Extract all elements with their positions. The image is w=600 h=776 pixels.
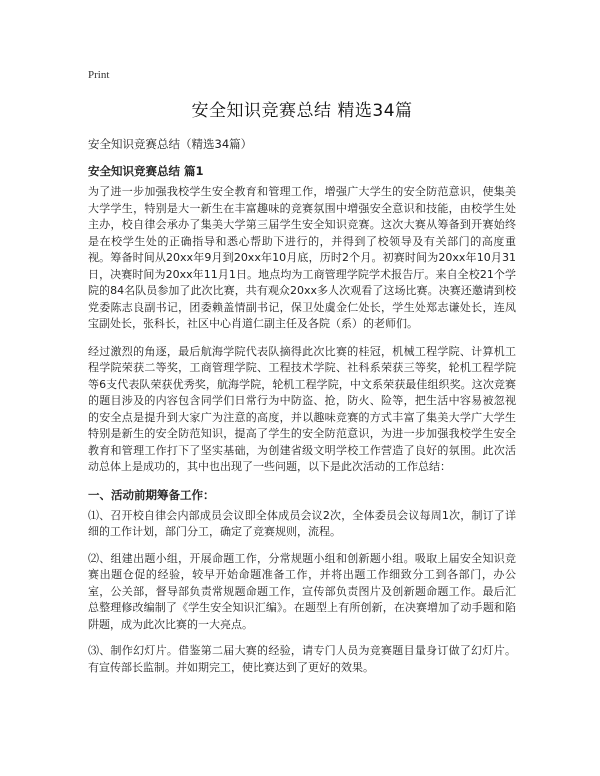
list-item-1: ⑴、召开校自律会内部成员会议即全体成员会议2次，全体委员会议每周1次，制订了详细的工作计划，部门分工，确定了竞赛规则，流程。 [88, 508, 516, 538]
paragraph-intro: 为了进一步加强我校学生安全教育和管理工作，增强广大学生的安全防范意识，使集美大学学生，特别是大一新生在丰富趣味的竞赛氛围中增强安全意识和技能，由校学生处主办，校自律会承办了集美大学第三届学生安全知识竞赛。这次大赛从筹备到开赛始终是在校学生处的正确指导和悉心帮助下进行的，并得到了校领导及有关部门的高度重视。筹备时间从20xx年9月到20xx年10月底，历时2个月。初赛时间为20xx年10月31日，决赛时间为20xx年11月1日。地点均为工商管理学院学术报告厅。来自全校21个学院的84名队员参加了此次比赛，共有观众20xx多人次观看了这场比赛。决赛还邀请到校党委陈志良副书记，团委赖盖情副书记，保卫处虞金仁处长，学生处郑志谦处长，连凤宝副处长，张科长，社区中心肖道仁副主任及各院（系）的老师们。 [88, 185, 516, 330]
list-item-2: ⑵、组建出题小组，开展命题工作，分常规题小组和创新题小组。吸取上届安全知识竞赛出题仓促的经验，较早开始命题准备工作，并将出题工作细致分工到各部门，办公室，公关部，督导部负责常规题命题工作，宣传部负责图片及创新题命题工作。最后汇总整理修改编制了《学生安全知识汇编》。在题型上有所创新，在决赛增加了动手题和陷阱题，成为此次比赛的一大亮点。 [88, 551, 516, 631]
document-page [88, 68, 516, 686]
list-item-3: ⑶、制作幻灯片。借鉴第二届大赛的经验，请专门人员为竞赛题目量身订做了幻灯片。有宣传部长监制。并如期完工，使比赛达到了更好的效果。 [88, 644, 516, 674]
document-subtitle: 安全知识竞赛总结（精选34篇） [88, 137, 253, 151]
document-title: 安全知识竞赛总结 精选34篇 [191, 101, 413, 121]
paragraph-results: 经过激烈的角逐，最后航海学院代表队摘得此次比赛的桂冠，机械工程学院、计算机工程学院荣获二等奖，工商管理学院、工程技术学院、社科系荣获三等奖，轮机工程学院等6支代表队荣获优秀奖，航海学院，轮机工程学院，中文系荣获最佳组织奖。这次竞赛的题目涉及的内容包含同学们日常行为中防盗、抢，防火、险等，把生活中容易被忽视的安全点是提升到大家广为注意的高度，并以趣味竞赛的方式丰富了集美大学广大学生特别是新生的安全防范知识，提高了学生的安全防范意识，为进一步加强我校学生安全教育和管理工作打下了坚实基础，为创建省级文明学校工作营造了良好的氛围。此次活动总体上是成功的，其中也出现了一些问题，以下是此次活动的工作总结： [88, 344, 516, 473]
section-heading-2: 一、活动前期筹备工作： [88, 487, 215, 502]
print-label: Print [88, 69, 110, 81]
section-heading-1: 安全知识竞赛总结 篇1 [88, 164, 204, 178]
